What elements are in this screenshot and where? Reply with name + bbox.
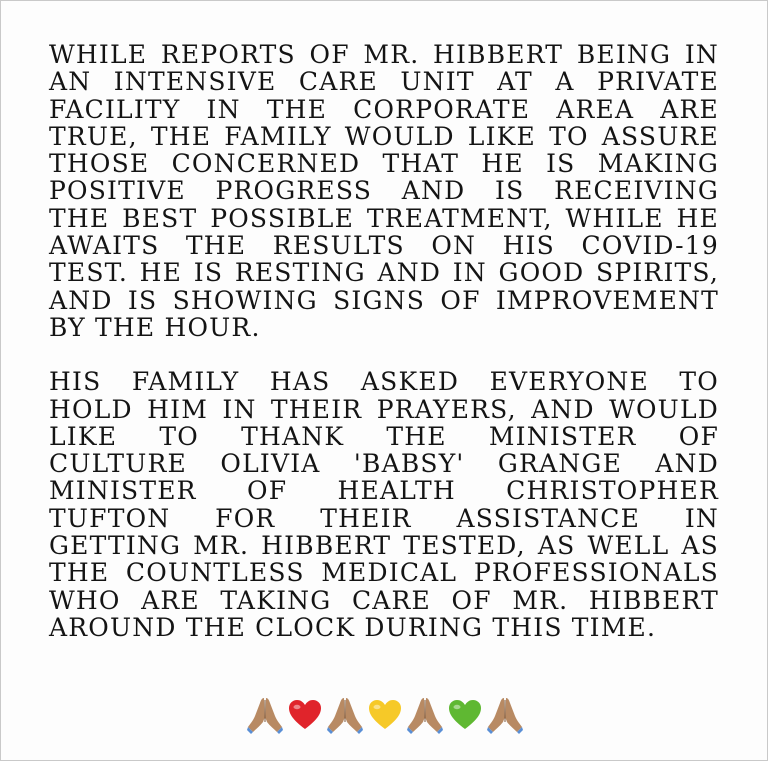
folded-hands-icon (326, 695, 364, 735)
statement-line: BY THE HOUR. (49, 312, 261, 342)
folded-hands-icon (486, 695, 524, 735)
statement-line: MINISTER OF HEALTH CHRISTOPHER (49, 476, 719, 506)
red-heart-icon (286, 695, 324, 735)
statement-line: LIKE TO THANK THE MINISTER OF (49, 421, 719, 451)
folded-hands-icon (246, 695, 284, 735)
statement-line: TEST. HE IS RESTING AND IN GOOD SPIRITS, (49, 258, 719, 288)
statement-line: WHILE REPORTS OF MR. HIBBERT BEING IN (49, 40, 719, 69)
green-heart-icon (446, 695, 484, 735)
statement-line: HOLD HIM IN THEIR PRAYERS, AND WOULD (49, 394, 719, 424)
statement-line: AND IS SHOWING SIGNS OF IMPROVEMENT (49, 285, 719, 315)
statement-line: HIS FAMILY HAS ASKED EVERYONE TO (49, 367, 719, 397)
statement-paragraph-2 (49, 368, 719, 641)
statement-line: GETTING MR. HIBBERT TESTED, AS WELL AS (49, 531, 719, 561)
statement-line: AROUND THE CLOCK DURING THIS TIME. (49, 612, 657, 642)
statement-line: POSITIVE PROGRESS AND IS RECEIVING (49, 176, 719, 206)
statement-line: TRUE, THE FAMILY WOULD LIKE TO ASSURE (49, 121, 719, 151)
statement-line: FACILITY IN THE CORPORATE AREA ARE (49, 94, 719, 124)
statement-line: THE BEST POSSIBLE TREATMENT, WHILE HE (49, 203, 719, 233)
statement-line: CULTURE OLIVIA 'BABSY' GRANGE AND (49, 449, 719, 479)
statement-paragraph-1 (49, 41, 719, 341)
statement-line: WHO ARE TAKING CARE OF MR. HIBBERT (49, 585, 719, 615)
statement-line: AWAITS THE RESULTS ON HIS COVID-19 (49, 231, 719, 261)
emoji-row (1, 695, 768, 735)
statement-line: TUFTON FOR THEIR ASSISTANCE IN (49, 503, 719, 533)
folded-hands-icon (406, 695, 444, 735)
statement-line: THE COUNTLESS MEDICAL PROFESSIONALS (49, 558, 719, 588)
yellow-heart-icon (366, 695, 404, 735)
family-statement (49, 41, 719, 641)
statement-line: AN INTENSIVE CARE UNIT AT A PRIVATE (49, 67, 719, 97)
statement-line: THOSE CONCERNED THAT HE IS MAKING (49, 149, 719, 179)
